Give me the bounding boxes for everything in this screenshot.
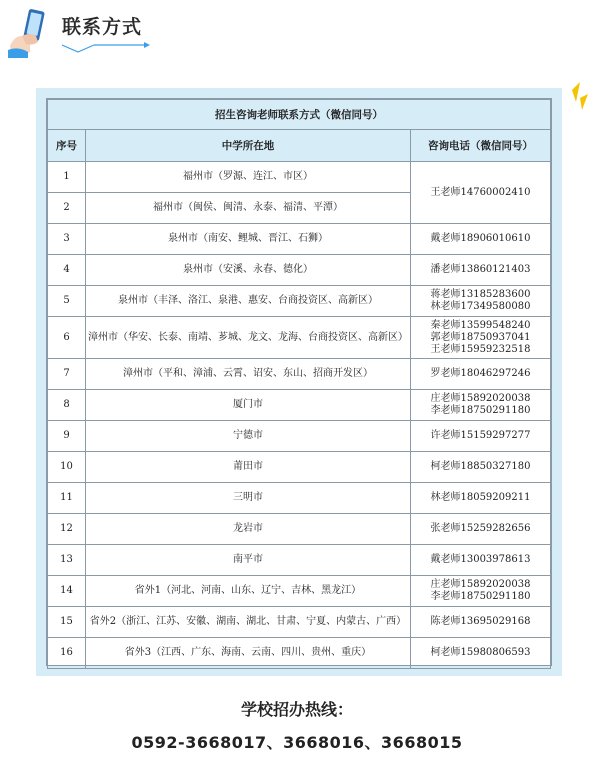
- row-school: 南平市: [86, 545, 411, 576]
- phone-line: 林老师18059209211: [430, 492, 531, 503]
- table-row: [48, 390, 551, 421]
- contact-table-frame: [36, 88, 562, 676]
- row-phone: [410, 421, 550, 452]
- row-phone: [410, 452, 550, 483]
- row-school: 省外2（浙江、江苏、安徽、湖南、湖北、甘肃、宁夏、内蒙古、广西）: [86, 607, 411, 638]
- row-phone: [410, 224, 550, 255]
- phone-line: 柯老师15980806593: [430, 647, 531, 658]
- row-no: 13: [48, 545, 86, 576]
- row-no: 2: [48, 193, 86, 224]
- table-row: [48, 576, 551, 607]
- row-school: 省外1（河北、河南、山东、辽宁、吉林、黑龙江）: [86, 576, 411, 607]
- contact-table-box: [46, 98, 552, 666]
- hotline-title: 学校招办热线：: [240, 700, 353, 719]
- phone-line: 李老师18750291180: [430, 405, 531, 416]
- phone-line: 罗老师18046297246: [430, 368, 531, 379]
- phone-line: 陈老师13695029168: [430, 616, 531, 627]
- row-school: 漳州市（平和、漳浦、云霄、诏安、东山、招商开发区）: [86, 359, 411, 390]
- row-no: 15: [48, 607, 86, 638]
- phone-line: 李老师18750291180: [430, 591, 531, 602]
- row-school: 厦门市: [86, 390, 411, 421]
- row-school: 龙岩市: [86, 514, 411, 545]
- row-phone: [410, 576, 550, 607]
- decorative-spark-icon: [566, 80, 588, 116]
- table-row: [48, 483, 551, 514]
- table-row: [48, 638, 551, 669]
- phone-line: 潘老师13860121403: [430, 264, 531, 275]
- row-no: 4: [48, 255, 86, 286]
- row-school: 漳州市（华安、长泰、南靖、芗城、龙文、龙海、台商投资区、高新区）: [86, 317, 411, 359]
- phone-line: 庄老师15892020038: [430, 579, 531, 590]
- table-row: [48, 317, 551, 359]
- row-school: 省外3（江西、广东、海南、云南、四川、贵州、重庆）: [86, 638, 411, 669]
- table-caption: 招生咨询老师联系方式（微信同号）: [48, 100, 551, 130]
- phone-line: 戴老师18906010610: [430, 233, 531, 244]
- row-phone: [410, 638, 550, 669]
- table-row: [48, 514, 551, 545]
- row-phone: [410, 359, 550, 390]
- row-no: 5: [48, 286, 86, 317]
- row-no: 9: [48, 421, 86, 452]
- row-school: 莆田市: [86, 452, 411, 483]
- row-school: 泉州市（丰泽、洛江、泉港、惠安、台商投资区、高新区）: [86, 286, 411, 317]
- row-phone: [410, 514, 550, 545]
- header-no: 序号: [48, 130, 86, 162]
- phone-line: 王老师15959232518: [430, 343, 531, 355]
- table-row: [48, 452, 551, 483]
- row-phone: [410, 390, 550, 421]
- section-header: [0, 0, 594, 66]
- row-school: 泉州市（南安、鲤城、晋江、石狮）: [86, 224, 411, 255]
- row-phone-merged: 王老师14760002410: [410, 162, 550, 224]
- row-phone: [410, 607, 550, 638]
- phone-line: 郭老师18750937041: [430, 331, 531, 343]
- row-no: 7: [48, 359, 86, 390]
- table-row: [48, 607, 551, 638]
- table-row: [48, 255, 551, 286]
- phone-line: 戴老师13003978613: [430, 554, 531, 565]
- table-row: [48, 545, 551, 576]
- table-row: [48, 162, 551, 193]
- row-school: 三明市: [86, 483, 411, 514]
- row-no: 10: [48, 452, 86, 483]
- row-school: 福州市（罗源、连江、市区）: [86, 162, 411, 193]
- phone-line: 秦老师13599548240: [430, 319, 531, 331]
- row-school: 福州市（闽侯、闽清、永泰、福清、平潭）: [86, 193, 411, 224]
- header-phone: 咨询电话（微信同号）: [410, 130, 550, 162]
- table-row: [48, 286, 551, 317]
- header-school: 中学所在地: [86, 130, 411, 162]
- phone-line: 柯老师18850327180: [430, 461, 531, 472]
- phone-line: 庄老师15892020038: [430, 393, 531, 404]
- phone-line: 林老师17349580080: [430, 301, 531, 312]
- row-school: 泉州市（安溪、永春、德化）: [86, 255, 411, 286]
- row-no: 1: [48, 162, 86, 193]
- row-no: 11: [48, 483, 86, 514]
- row-no: 8: [48, 390, 86, 421]
- table-row: [48, 421, 551, 452]
- row-no: 16: [48, 638, 86, 669]
- row-school: 宁德市: [86, 421, 411, 452]
- row-no: 14: [48, 576, 86, 607]
- row-no: 3: [48, 224, 86, 255]
- row-phone: [410, 483, 550, 514]
- row-phone: [410, 286, 550, 317]
- title-underline-arrow-icon: [62, 42, 150, 54]
- phone-line: 蒋老师13185283600: [430, 289, 531, 300]
- phone-in-hand-icon: [8, 6, 52, 58]
- row-no: 6: [48, 317, 86, 359]
- phone-line: 许老师15159297277: [430, 430, 531, 441]
- row-no: 12: [48, 514, 86, 545]
- row-phone: [410, 545, 550, 576]
- row-phone: [410, 255, 550, 286]
- table-row: [48, 359, 551, 390]
- phone-line: 张老师15259282656: [430, 523, 531, 534]
- row-phone: [410, 317, 550, 359]
- hotline-numbers: 0592-3668017、3668016、3668015: [131, 733, 463, 752]
- table-row: [48, 224, 551, 255]
- section-title: 联系方式: [62, 16, 143, 38]
- contact-table: [47, 99, 551, 669]
